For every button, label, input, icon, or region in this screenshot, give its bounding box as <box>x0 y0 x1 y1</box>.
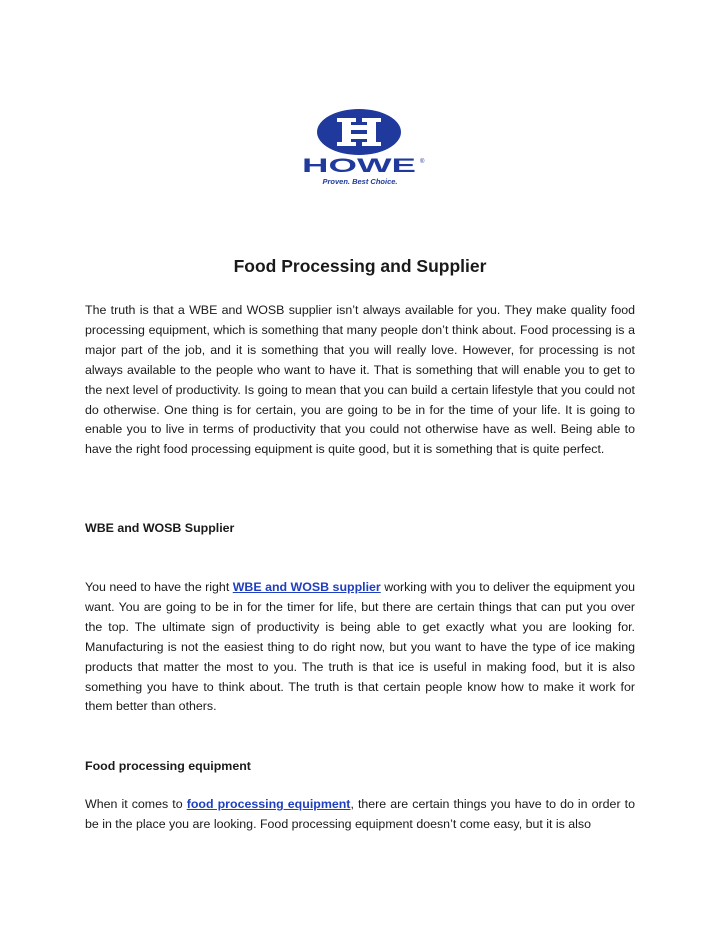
section-heading-food-processing: Food processing equipment <box>85 759 251 773</box>
intro-paragraph: The truth is that a WBE and WOSB supplier isn’t always available for you. They make quality food processing equipment, which is something that many people don’t think about. Food processing is a major part of the job, and it is something that you will really love. However, for processing is not always available to the people who want to have it. That is something that will enable you to get to the next level of productivity. Is going to mean that you can build a certain lifestyle that you could not do otherwise. One thing is for certain, you are going to be in for the time of your life. It is going to enable you to live in terms of productivity that you could not otherwise have as well. Being able to have the right food processing equipment is quite good, but it is something that is quite perfect. <box>85 303 635 457</box>
section-heading-wbe-wosb: WBE and WOSB Supplier <box>85 521 235 535</box>
paragraph-text: working with you to deliver the equipment you want. You are going to be in for the timer for life, but there are certain things that can put you over the top. The ultimate sign of productivity is being able to get exactly what you are looking for. Manufacturing is not the easiest thing to do right now, but you want to have the type of ice making products that matter the most to you. The truth is that ice is useful in making food, but it is also something you have to think about. The truth is that certain people know how to make it work for them better than others. <box>85 580 635 714</box>
food-processing-equipment-link[interactable]: food processing equipment <box>186 797 351 811</box>
howe-logo-graphic <box>302 106 428 188</box>
page-title: Food Processing and Supplier <box>233 256 487 276</box>
registered-mark: ® <box>420 159 425 165</box>
logo-tagline: Proven. Best Choice. <box>322 177 398 186</box>
food-processing-paragraph <box>85 795 635 835</box>
paragraph-text: , there are certain things you have to do in order to be in the place you are looking. Food processing equipment doesn’t come easy, but it is also <box>85 797 635 831</box>
wbe-wosb-supplier-link[interactable]: WBE and WOSB supplier <box>232 580 381 594</box>
paragraph-text: You need to have the right <box>85 580 233 594</box>
wbe-wosb-paragraph <box>85 578 635 717</box>
logo-oval <box>317 109 401 155</box>
logo-wordmark: HOWE <box>302 156 416 177</box>
paragraph-text: When it comes to <box>85 797 187 811</box>
howe-logo <box>302 106 428 188</box>
